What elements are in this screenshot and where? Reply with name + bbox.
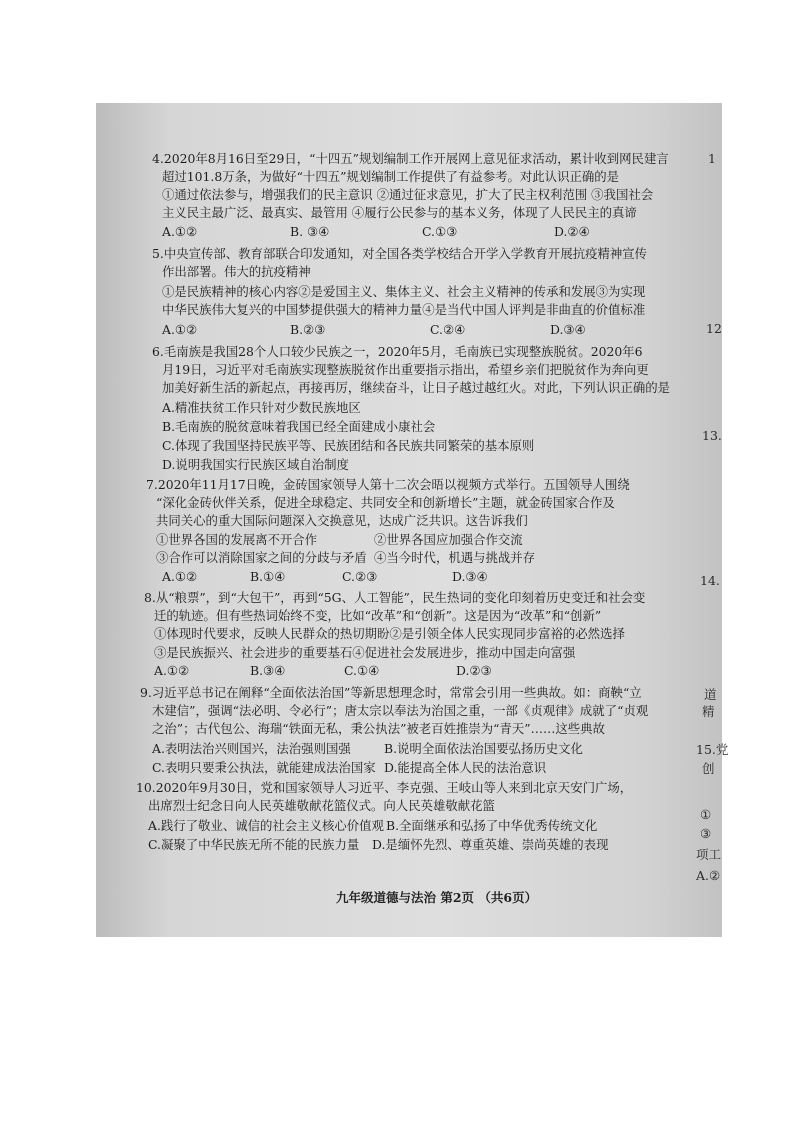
edge-fragment-9: ① [700, 807, 712, 822]
edge-fragment-7: 15.党 [696, 742, 729, 757]
q8-option-a: A.①② [154, 663, 190, 678]
q7-option-a: A.①② [162, 569, 198, 584]
q7-line-1: 7.2020年11月17日晚，金砖国家领导人第十二次会晤以视频方式举行。五国领导人围绕 [146, 477, 630, 492]
q5-option-c: C.②④ [430, 322, 466, 337]
q8-option-b: B.③④ [250, 663, 286, 678]
edge-fragment-1: 1 [708, 151, 716, 166]
page-footer: 九年级道德与法治 第2页 （共6页） [336, 890, 538, 905]
q4-option-d: D.②④ [554, 224, 590, 239]
q8-line-3: ①体现时代要求，反映人民群众的热切期盼②是引领全体人民实现同步富裕的必然选择 [154, 626, 625, 641]
q5-line-2: 作出部署。伟大的抗疫精神 [162, 264, 311, 279]
q10-line-1: 10.2020年9月30日，党和国家领导人习近平、李克强、王岐山等人来到北京天安门广场， [136, 780, 633, 795]
q7-statement-2: ②世界各国应加强合作交流 [374, 532, 523, 547]
q7-option-c: C.②③ [342, 569, 378, 584]
edge-fragment-4: 14. [700, 573, 720, 588]
q4-option-c: C.①③ [422, 224, 458, 239]
edge-fragment-8: 创 [702, 761, 715, 776]
q4-line-4: 主义民主最广泛、最真实、最管用 ④履行公民参与的基本义务，体现了人民民主的真谛 [162, 205, 637, 220]
edge-fragment-6: 精 [702, 704, 715, 719]
q10-option-d: D.是缅怀先烈、尊重英雄、崇尚英雄的表现 [372, 837, 609, 852]
q9-option-d: D.能提高全体人民的法治意识 [384, 760, 547, 775]
edge-fragment-2: 12 [706, 321, 722, 336]
edge-fragment-5: 道 [704, 687, 717, 702]
q5-option-a: A.①② [162, 322, 198, 337]
q5-line-3: ①是民族精神的核心内容②是爱国主义、集体主义、社会主义精神的传承和发展③为实现 [162, 284, 646, 299]
q10-option-b: B.全面继承和弘扬了中华优秀传统文化 [386, 818, 598, 833]
edge-fragment-12: A.② [696, 868, 721, 883]
q10-line-2: 出席烈士纪念日向人民英雄敬献花篮仪式。向人民英雄敬献花篮 [148, 798, 495, 813]
q9-line-1: 9.习近平总书记在阐释“全面依法治国”等新思想理念时，常常会引用一些典故。如：商鞅“立 [140, 685, 642, 700]
q6-option-d: D.说明我国实行民族区域自治制度 [162, 457, 349, 472]
q6-line-2: 月19日，习近平对毛南族实现整族脱贫作出重要指示指出，希望乡亲们把脱贫作为奔向更 [162, 362, 649, 377]
q7-statement-1: ①世界各国的发展离不开合作 [156, 532, 318, 547]
q7-option-d: D.③④ [452, 569, 488, 584]
scanned-exam-page [96, 103, 729, 937]
q8-option-c: C.①④ [344, 663, 380, 678]
q6-line-1: 6.毛南族是我国28个人口较少民族之一，2020年5月，毛南族已实现整族脱贫。2020年6 [152, 344, 643, 359]
q7-statement-3: ③合作可以消除国家之间的分歧与矛盾 [156, 550, 367, 565]
q8-line-4: ③是民族振兴、社会进步的重要基石④促进社会发展进步，推动中国走向富强 [154, 645, 576, 660]
q8-line-2: 迁的轨迹。但有些热词始终不变，比如“改革”和“创新”。这是因为“改革”和“创新” [154, 608, 602, 623]
q7-line-2: “深化金砖伙伴关系，促进全球稳定、共同安全和创新增长”主题，就金砖国家合作及 [156, 495, 615, 510]
q9-option-b: B.说明全面依法治国要弘扬历史文化 [384, 741, 583, 756]
q6-line-3: 加美好新生活的新起点，再接再厉，继续奋斗，让日子越过越红火。对此，下列认识正确的是 [162, 380, 671, 395]
q10-option-a: A.践行了敬业、诚信的社会主义核心价值观 [148, 818, 384, 833]
edge-fragment-3: 13. [702, 428, 722, 443]
left-edge-mark [96, 143, 106, 183]
q4-line-1: 4.2020年8月16日至29日，“十四五”规划编制工作开展网上意见征求活动，累计收到网民建言 [152, 151, 669, 166]
q9-option-c: C.表明只要秉公执法，就能建成法治国家 [152, 760, 376, 775]
q4-option-a: A.①② [162, 224, 198, 239]
q5-line-4: 中华民族伟大复兴的中国梦提供强大的精神力量④是当代中国人评判是非曲直的价值标准 [162, 302, 646, 317]
q6-option-b: B.毛南族的脱贫意味着我国已经全面建成小康社会 [162, 419, 436, 434]
q5-option-d: D.③④ [550, 322, 586, 337]
q4-option-b: B. ③④ [290, 224, 330, 239]
q7-line-3: 共同关心的重大国际问题深入交换意见，达成广泛共识。这告诉我们 [156, 513, 528, 528]
q5-option-b: B.②③ [290, 322, 326, 337]
q8-line-1: 8.从“粮票”，到“大包干”，再到“5G、人工智能”，民生热词的变化印刻着历史变迁和社会变 [144, 590, 646, 605]
q9-line-2: 木建信”，强调“法必明、令必行”；唐太宗以奉法为治国之重，一部《贞观律》成就了“贞观 [152, 703, 649, 718]
edge-fragment-10: ③ [700, 826, 712, 841]
q6-option-a: A.精准扶贫工作只针对少数民族地区 [162, 400, 361, 415]
q6-option-c: C.体现了我国坚持民族平等、民族团结和各民族共同繁荣的基本原则 [162, 438, 535, 453]
q9-line-3: 之治”；古代包公、海瑞“铁面无私，秉公执法”被老百姓推崇为“青天”……这些典故 [152, 721, 605, 736]
q7-statement-4: ④当今时代，机遇与挑战并存 [374, 550, 536, 565]
q5-line-1: 5.中央宣传部、教育部联合印发通知，对全国各类学校结合开学入学教育开展抗疫精神宣传 [152, 246, 648, 261]
q8-option-d: D.②③ [456, 663, 492, 678]
q4-line-2: 超过101.8万条，为做好“十四五”规划编制工作提供了有益参考。对此认识正确的是 [162, 169, 620, 184]
q7-option-b: B.①④ [250, 569, 286, 584]
q4-line-3: ①通过依法参与，增强我们的民主意识 ②通过征求意见，扩大了民主权利范围 ③我国社会 [162, 187, 654, 202]
q9-option-a: A.表明法治兴则国兴，法治强则国强 [152, 741, 351, 756]
q10-option-c: C.凝聚了中华民族无所不能的民族力量 [148, 837, 360, 852]
edge-fragment-11: 项工 [696, 847, 722, 862]
